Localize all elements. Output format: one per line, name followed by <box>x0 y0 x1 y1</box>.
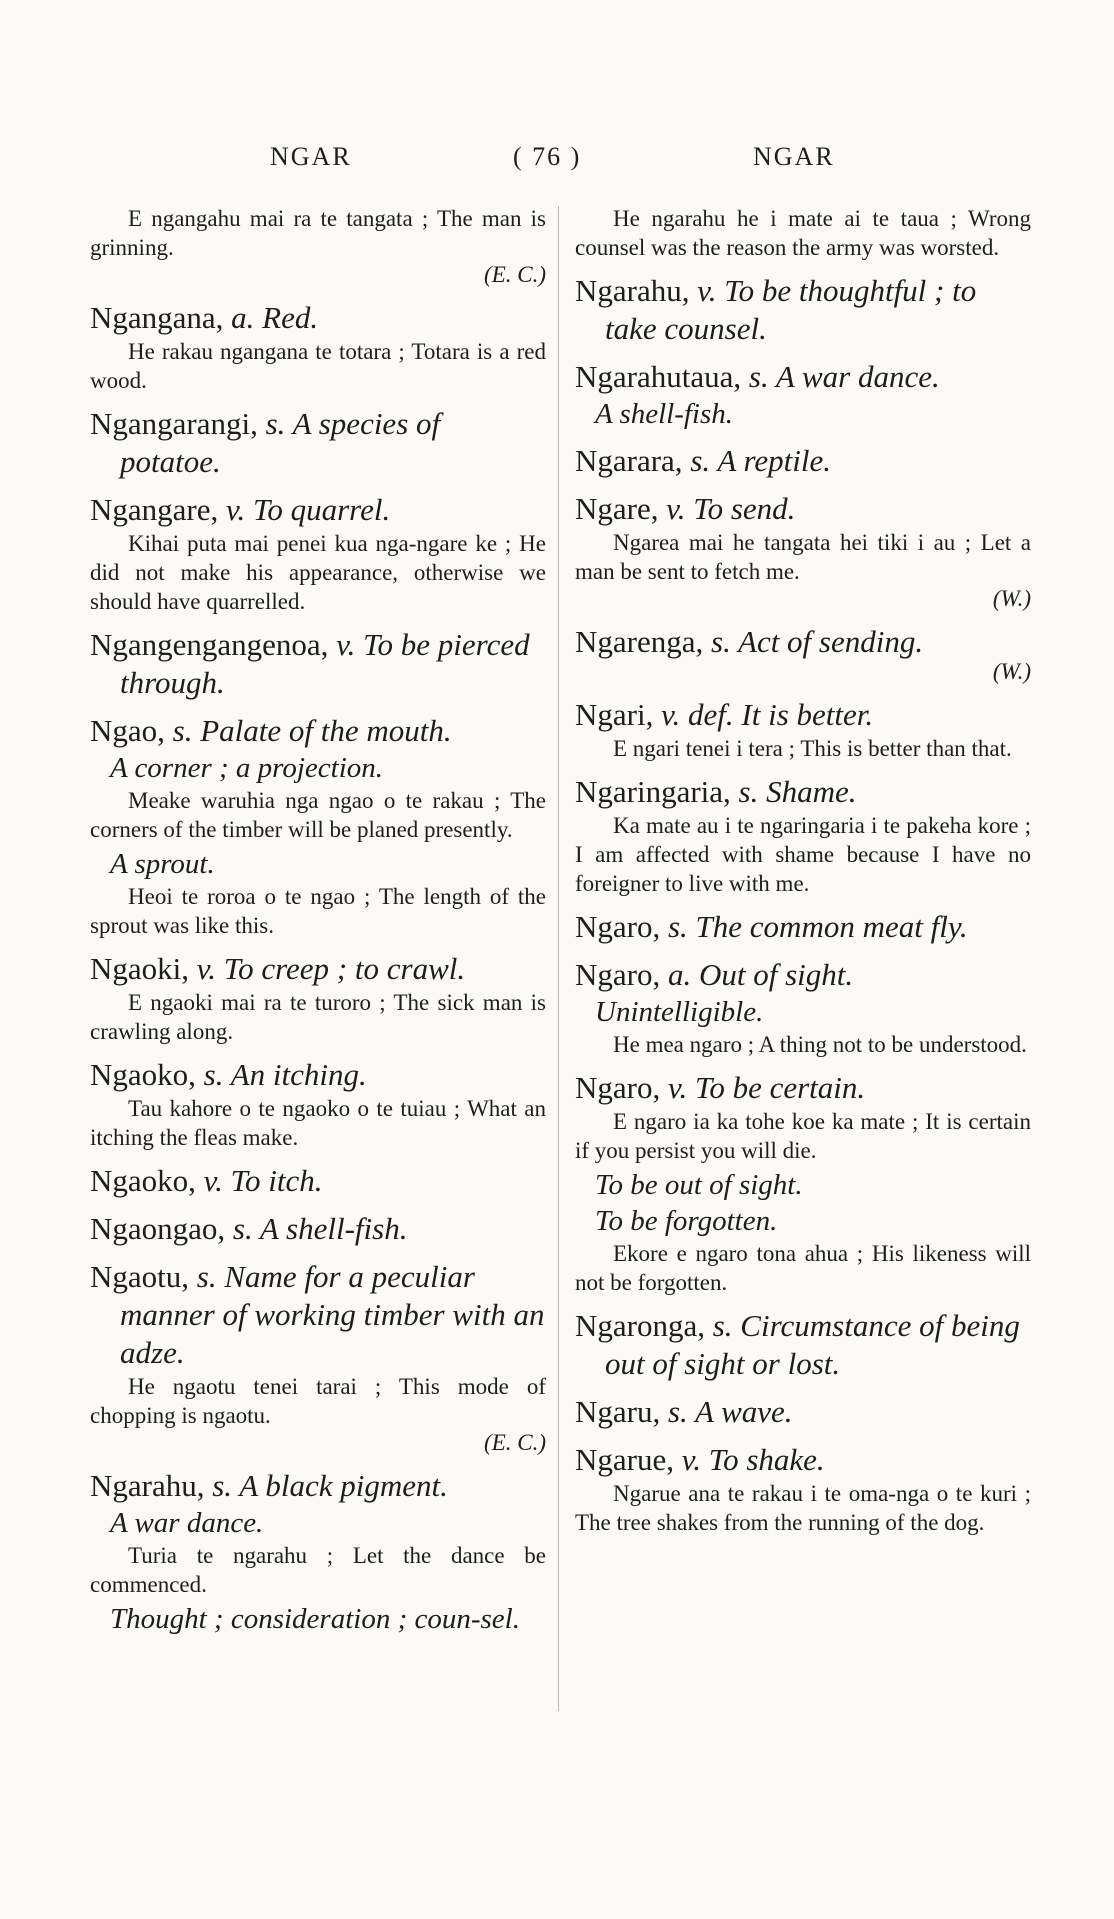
headword: Ngaro, <box>575 957 661 992</box>
headword-line <box>575 956 1031 994</box>
example-text: Ka mate au i te ngaringaria i te pakeha kore ; I am affected with shame because I have no foreigner to live with me. <box>575 813 1031 896</box>
gloss: v. To send. <box>666 491 796 526</box>
headword: Ngangengangenoa, <box>90 627 329 662</box>
headword: Ngaoko, <box>90 1163 196 1198</box>
gloss: s. Palate of the mouth. <box>172 713 452 748</box>
headword-line <box>575 773 1031 811</box>
gloss: a. Out of sight. <box>667 957 854 992</box>
sense-text: Unintelligible. <box>595 996 764 1028</box>
example-text: He rakau ngangana te totara ; Totara is a red wood. <box>90 339 546 393</box>
sense-text: A corner ; a projection. <box>110 752 384 784</box>
entry-ngaoko-verb <box>90 1162 546 1200</box>
entry-ngangana <box>90 299 546 395</box>
headword: Ngarahutaua, <box>575 359 742 394</box>
gloss: v. To be certain. <box>667 1070 866 1105</box>
gloss: s. A wave. <box>667 1394 793 1429</box>
entry-ngare <box>575 490 1031 613</box>
entry-ngarahu-noun <box>90 1467 546 1637</box>
entry-ngaoko-noun <box>90 1056 546 1152</box>
headword: Ngarara, <box>575 443 683 478</box>
entry-ngaoki <box>90 950 546 1046</box>
headword-line <box>90 1056 546 1094</box>
headword-line <box>90 1258 546 1372</box>
left-column <box>90 204 546 1647</box>
headword-line <box>575 1441 1031 1479</box>
headword-line <box>90 712 546 750</box>
example-text: He ngaotu tenei tarai ; This mode of chopping is ngaotu. <box>90 1374 546 1428</box>
headword: Ngarenga, <box>575 624 704 659</box>
gloss: s. A war dance. <box>748 359 940 394</box>
gloss: s. Circumstance of being out of sight or lost. <box>605 1308 1020 1381</box>
page-number: ( 76 ) <box>513 142 582 171</box>
headword-line <box>90 1467 546 1505</box>
gloss: v. To shake. <box>681 1442 825 1477</box>
sense-text: A shell-fish. <box>595 398 734 430</box>
headword: Ngarahu, <box>90 1468 205 1503</box>
entry-ngao <box>90 712 546 940</box>
headword-line <box>90 950 546 988</box>
example-text: E ngari tenei i tera ; This is better than that. <box>613 736 1012 761</box>
sense-text: A sprout. <box>110 848 215 880</box>
headword-line <box>90 299 546 337</box>
headword-line <box>575 442 1031 480</box>
headword: Ngangana, <box>90 300 224 335</box>
headword-line <box>90 491 546 529</box>
entry-ngangarangi <box>90 405 546 481</box>
headword-line <box>575 490 1031 528</box>
headword: Ngari, <box>575 697 654 732</box>
gloss: v. def. It is better. <box>661 697 874 732</box>
headword-line <box>575 1393 1031 1431</box>
headword-line <box>90 1210 546 1248</box>
gloss: s. A black pigment. <box>212 1468 448 1503</box>
entry-ngaronga <box>575 1307 1031 1383</box>
headword: Ngaoko, <box>90 1057 196 1092</box>
headword: Ngaotu, <box>90 1259 190 1294</box>
headword-line <box>575 358 1031 396</box>
headword: Ngarahu, <box>575 273 690 308</box>
entry-ngarahu-verb <box>575 272 1031 348</box>
gloss: s. An itching. <box>203 1057 367 1092</box>
sense-text: A war dance. <box>110 1507 264 1539</box>
example-text: E ngangahu mai ra te tangata ; The man is grinning. <box>90 206 546 260</box>
running-head-right: NGAR <box>753 142 835 171</box>
gloss: s. Name for a peculiar manner of working timber with an adze. <box>120 1259 545 1370</box>
sense-text: To be forgotten. <box>595 1205 778 1237</box>
headword: Ngaro, <box>575 1070 661 1105</box>
right-column <box>575 204 1031 1547</box>
headword-line <box>575 1069 1031 1107</box>
entry-ngarahu-cont <box>575 204 1031 262</box>
example-text: Tau kahore o te ngaoko o te tuiau ; What an itching the fleas make. <box>90 1096 546 1150</box>
headword: Ngaongao, <box>90 1211 226 1246</box>
headword: Ngaoki, <box>90 951 190 986</box>
gloss: v. To itch. <box>203 1163 323 1198</box>
sense-text: To be out of sight. <box>595 1169 803 1201</box>
running-head-left: NGAR <box>270 142 352 171</box>
source-citation: (W.) <box>992 659 1031 684</box>
headword: Ngarue, <box>575 1442 674 1477</box>
headword: Ngangare, <box>90 492 219 527</box>
headword-line <box>575 623 1031 661</box>
example-text: Kihai puta mai penei kua nga-ngare ke ; He did not make his appearance, otherwise we should have quarrelled. <box>90 531 546 614</box>
entry-ngaro-verb <box>575 1069 1031 1297</box>
gloss: v. To be pierced through. <box>120 627 530 700</box>
entry-ngangare <box>90 491 546 616</box>
entry-ngarue <box>575 1441 1031 1537</box>
entry-ngarenga <box>575 623 1031 686</box>
headword: Ngaringaria, <box>575 774 731 809</box>
gloss: s. A species of potatoe. <box>120 406 441 479</box>
example-text: He ngarahu he i mate ai te taua ; Wrong counsel was the reason the army was worsted. <box>575 206 1031 260</box>
entry-ngaro-fly <box>575 908 1031 946</box>
page-header <box>0 142 1114 182</box>
entry-ngaotu <box>90 1258 546 1457</box>
entry-ngari <box>575 696 1031 763</box>
sense-text: Thought ; consideration ; coun-sel. <box>110 1603 520 1635</box>
entry-ngaru <box>575 1393 1031 1431</box>
headword-line <box>90 626 546 702</box>
entry-ngaringaria <box>575 773 1031 898</box>
gloss: a. Red. <box>231 300 319 335</box>
gloss: v. To creep ; to crawl. <box>196 951 466 986</box>
gloss: s. A reptile. <box>690 443 831 478</box>
example-text: E ngaoki mai ra te turoro ; The sick man is crawling along. <box>90 990 546 1044</box>
gloss: s. Shame. <box>738 774 857 809</box>
gloss: s. Act of sending. <box>711 624 924 659</box>
column-divider <box>558 206 559 1711</box>
entry-ngangahu-cont <box>90 204 546 289</box>
headword: Ngare, <box>575 491 659 526</box>
source-citation: (E. C.) <box>484 262 546 287</box>
gloss: s. A shell-fish. <box>232 1211 408 1246</box>
entry-ngaongao <box>90 1210 546 1248</box>
example-text: He mea ngaro ; A thing not to be understood. <box>613 1032 1027 1057</box>
source-citation: (E. C.) <box>484 1430 546 1455</box>
entry-ngaro-adj <box>575 956 1031 1059</box>
headword-line <box>575 696 1031 734</box>
example-text: Meake waruhia nga ngao o te rakau ; The corners of the timber will be planed presently. <box>90 788 546 842</box>
gloss: v. To quarrel. <box>226 492 391 527</box>
entry-ngarara <box>575 442 1031 480</box>
headword-line <box>90 405 546 481</box>
example-text: Turia te ngarahu ; Let the dance be commenced. <box>90 1543 546 1597</box>
example-text: E ngaro ia ka tohe koe ka mate ; It is certain if you persist you will die. <box>575 1109 1031 1163</box>
example-text: Ngarea mai he tangata hei tiki i au ; Let a man be sent to fetch me. <box>575 530 1031 584</box>
headword-line <box>575 272 1031 348</box>
source-citation: (W.) <box>992 586 1031 611</box>
headword: Ngaro, <box>575 909 661 944</box>
headword-line <box>90 1162 546 1200</box>
headword-line <box>575 1307 1031 1383</box>
headword: Ngao, <box>90 713 165 748</box>
headword: Ngaronga, <box>575 1308 705 1343</box>
headword-line <box>575 908 1031 946</box>
gloss: s. The common meat fly. <box>667 909 968 944</box>
headword: Ngangarangi, <box>90 406 258 441</box>
entry-ngarahutaua <box>575 358 1031 432</box>
example-text: Ekore e ngaro tona ahua ; His likeness will not be forgotten. <box>575 1241 1031 1295</box>
entry-ngangengangenoa <box>90 626 546 702</box>
gloss: v. To be thoughtful ; to take counsel. <box>605 273 977 346</box>
example-text: Heoi te roroa o te ngao ; The length of the sprout was like this. <box>90 884 546 938</box>
example-text: Ngarue ana te rakau i te oma-nga o te kuri ; The tree shakes from the running of the dog. <box>575 1481 1031 1535</box>
headword: Ngaru, <box>575 1394 661 1429</box>
